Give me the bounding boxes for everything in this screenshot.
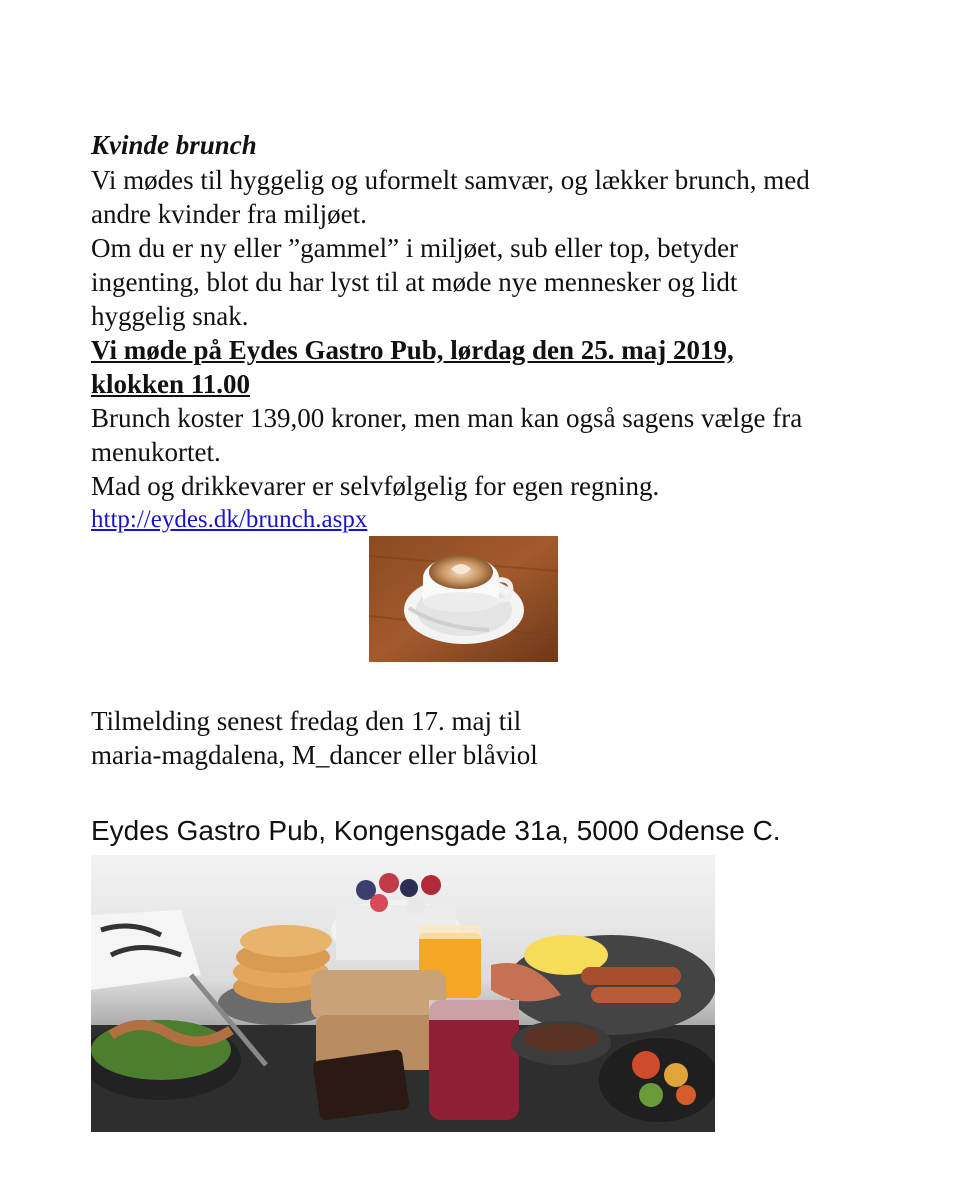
body-line-4: ingenting, blot du har lyst til at møde nye mennesker og lidt (91, 267, 738, 297)
registration-line-1: Tilmelding senest fredag den 17. maj til (91, 706, 522, 736)
price-line-1: Brunch koster 139,00 kroner, men man kan også sagens vælge fra (91, 403, 803, 433)
meeting-line-1: Vi møde på Eydes Gastro Pub, lørdag den 25. maj 2019, (91, 335, 734, 365)
price-line-2: menukortet. (91, 437, 221, 467)
body-line-2: andre kvinder fra miljøet. (91, 199, 367, 229)
body-line-5: hyggelig snak. (91, 301, 249, 331)
price-line-3: Mad og drikkevarer er selvfølgelig for egen regning. (91, 471, 660, 501)
venue-address: Eydes Gastro Pub, Kongensgade 31a, 5000 Odense C. (91, 815, 781, 846)
meeting-line-2: klokken 11.00 (91, 369, 251, 399)
coffee-photo (369, 536, 558, 662)
registration-line-2: maria-magdalena, M_dancer eller blåviol (91, 740, 538, 770)
body-line-1: Vi mødes til hyggelig og uformelt samvær, og lækker brunch, med (91, 165, 810, 195)
brunch-photo (91, 855, 715, 1132)
brunch-link[interactable]: http://eydes.dk/brunch.aspx (91, 506, 368, 533)
event-title: Kvinde brunch (91, 130, 257, 160)
body-line-3: Om du er ny eller ”gammel” i miljøet, sub eller top, betyder (91, 233, 739, 263)
